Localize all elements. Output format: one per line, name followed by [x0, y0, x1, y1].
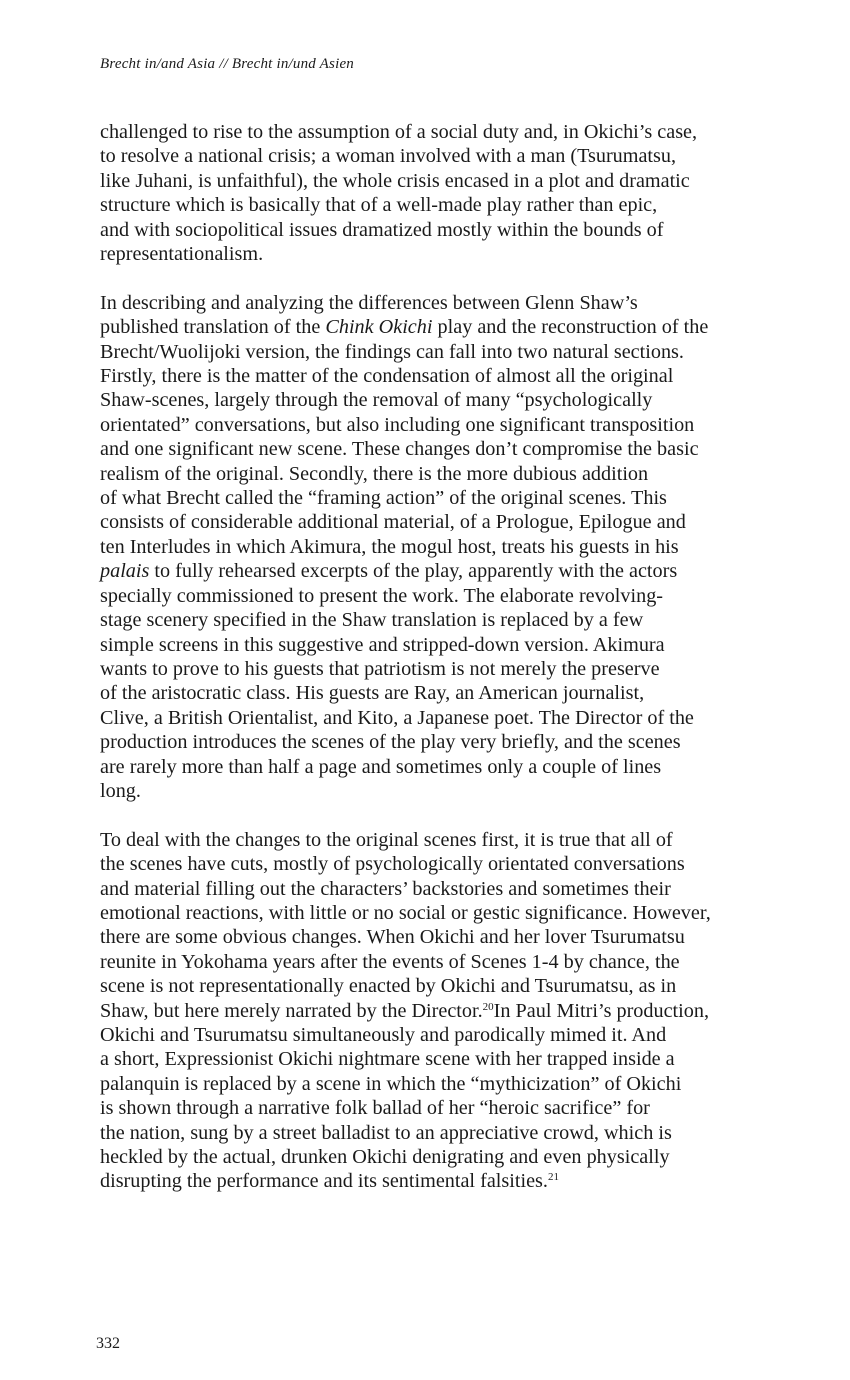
text-line: reunite in Yokohama years after the events of Scenes 1-4 by chance, the [100, 950, 680, 973]
text-line: wants to prove to his guests that patriotism is not merely the preserve [100, 657, 660, 680]
text-line: to resolve a national crisis; a woman involved with a man (Tsurumatsu, [100, 145, 677, 168]
text-line: emotional reactions, with little or no social or gestic significance. However, [100, 901, 711, 924]
page-number: 332 [96, 1335, 120, 1352]
paragraph-2 [100, 291, 755, 804]
paragraph-1 [100, 120, 755, 266]
text-line: the scenes have cuts, mostly of psychologically orientated conversations [100, 853, 685, 876]
text-line: To deal with the changes to the original scenes first, it is true that all of [100, 828, 673, 851]
text-line: Shaw-scenes, largely through the removal of many “psychologically [100, 389, 653, 412]
body-text [100, 120, 755, 1194]
text-line: scene is not representationally enacted by Okichi and Tsurumatsu, as in [100, 975, 677, 998]
text-line: production introduces the scenes of the play very briefly, and the scenes [100, 731, 681, 754]
text-line: representationalism. [100, 243, 264, 266]
paragraph-3 [100, 828, 755, 1194]
text-line: structure which is basically that of a well-made play rather than epic, [100, 194, 658, 217]
text-line: a short, Expressionist Okichi nightmare scene with her trapped inside a [100, 1048, 675, 1071]
text-line [100, 999, 755, 1023]
running-header: Brecht in/and Asia // Brecht in/und Asien [100, 56, 355, 72]
text-segment: disrupting the performance and its sentimental falsities. [100, 1170, 548, 1193]
text-line: heckled by the actual, drunken Okichi denigrating and even physically [100, 1146, 670, 1169]
text-line: simple screens in this suggestive and stripped-down version. Akimura [100, 633, 665, 656]
text-line: and one significant new scene. These changes don’t compromise the basic [100, 438, 699, 461]
text-segment: published translation of the [100, 316, 326, 339]
text-line: In describing and analyzing the differences between Glenn Shaw’s [100, 291, 638, 314]
text-line: are rarely more than half a page and sometimes only a couple of lines [100, 755, 662, 778]
text-segment: to fully rehearsed excerpts of the play, apparently with the actors [149, 560, 678, 583]
text-line: of the aristocratic class. His guests are Ray, an American journalist, [100, 682, 645, 705]
text-line [100, 1169, 755, 1193]
text-line: and material filling out the characters’ backstories and sometimes their [100, 877, 671, 900]
text-line: Okichi and Tsurumatsu simultaneously and parodically mimed it. And [100, 1024, 667, 1046]
text-line: the nation, sung by a street balladist to an appreciative crowd, which is [100, 1121, 672, 1144]
footnote-ref-20[interactable]: 20 [482, 1000, 494, 1013]
text-line: orientated” conversations, but also including one significant transposition [100, 413, 695, 436]
text-line: realism of the original. Secondly, there is the more dubious addition [100, 462, 649, 485]
footnote-ref-21[interactable]: 21 [547, 1171, 559, 1184]
text-line: long. [100, 779, 141, 802]
text-segment: Shaw, but here merely narrated by the Director. [100, 999, 483, 1022]
text-line: specially commissioned to present the work. The elaborate revolving- [100, 584, 664, 607]
text-line [100, 315, 755, 339]
text-line [100, 559, 755, 583]
italic-title: Chink Okichi [325, 316, 433, 339]
text-line: Brecht/Wuolijoki version, the findings can fall into two natural sections. [100, 340, 684, 363]
text-segment: In Paul Mitri’s production, [493, 999, 709, 1022]
text-line: challenged to rise to the assumption of a social duty and, in Okichi’s case, [100, 121, 698, 143]
text-line: like Juhani, is unfaithful), the whole crisis encased in a plot and dramatic [100, 169, 690, 192]
text-line: stage scenery specified in the Shaw translation is replaced by a few [100, 609, 644, 632]
italic-word: palais [100, 560, 150, 583]
text-line: palanquin is replaced by a scene in which the “mythicization” of Okichi [100, 1072, 682, 1095]
text-line: and with sociopolitical issues dramatized mostly within the bounds of [100, 218, 664, 241]
text-line: there are some obvious changes. When Okichi and her lover Tsurumatsu [100, 926, 685, 949]
text-line: is shown through a narrative folk ballad of her “heroic sacrifice” for [100, 1097, 650, 1120]
text-segment: play and the reconstruction of the [432, 316, 709, 339]
text-line: of what Brecht called the “framing action” of the original scenes. This [100, 487, 667, 510]
text-line: consists of considerable additional material, of a Prologue, Epilogue and [100, 511, 686, 534]
text-line: ten Interludes in which Akimura, the mogul host, treats his guests in his [100, 535, 679, 558]
text-line: Clive, a British Orientalist, and Kito, a Japanese poet. The Director of the [100, 706, 694, 729]
text-line: Firstly, there is the matter of the condensation of almost all the original [100, 365, 674, 388]
